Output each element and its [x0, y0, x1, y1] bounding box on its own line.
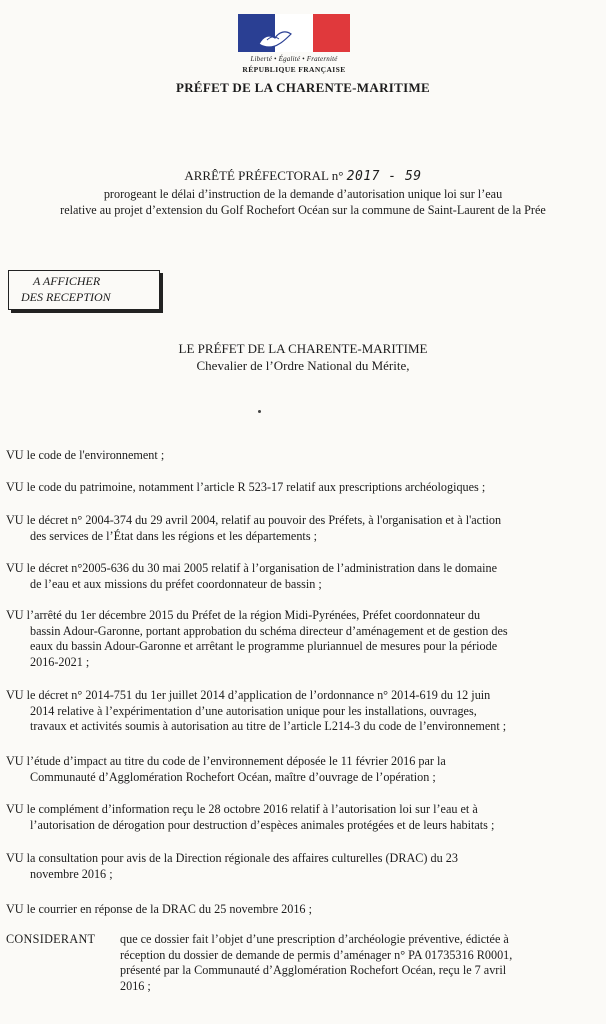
subtitle-line: relative au projet d’extension du Golf Rochefort Océan sur la commune de Saint-Laurent de la Prée — [60, 203, 546, 217]
visa-line: VU le décret n° 2014-751 du 1er juillet 2014 d’application de l’ordonnance n° 2014-619 du 12 juin — [6, 688, 491, 702]
visa-line: travaux et activités soumis à autorisation au titre de l’article L214-3 du code de l’environnement ; — [30, 719, 507, 733]
visa-line: VU l’étude d’impact au titre du code de l’environnement déposée le 11 février 2016 par la — [6, 754, 446, 768]
prefet-heading: PRÉFET DE LA CHARENTE-MARITIME — [176, 80, 430, 95]
arrete-subtitle — [0, 186, 606, 218]
visa-line: VU le code de l'environnement ; — [6, 448, 165, 462]
visa-paragraph — [6, 802, 594, 833]
prefet-block-subtitle: Chevalier de l’Ordre National du Mérite, — [196, 358, 410, 373]
considerant-line: réception du dossier de demande de permis d’aménager n° PA 01735316 R0001, — [120, 947, 513, 962]
scan-speck — [258, 410, 261, 413]
visa-paragraph — [6, 608, 594, 670]
subtitle-line: prorogeant le délai d’instruction de la demande d’autorisation unique loi sur l’eau — [103, 187, 503, 201]
french-flag-icon — [238, 14, 350, 52]
visa-line: VU le courrier en réponse de la DRAC du 25 novembre 2016 ; — [6, 902, 312, 916]
visa-paragraph — [6, 448, 594, 464]
visa-line: Communauté d’Agglomération Rochefort Océan, maître d’ouvrage de l’opération ; — [30, 769, 436, 784]
considerant-text — [120, 932, 594, 994]
marianne-profile-icon — [245, 14, 305, 52]
stamp-line: A AFFICHER — [33, 274, 101, 288]
stamp-line: DES RECEPTION — [21, 290, 111, 304]
considerant-lead: CONSIDERANT — [6, 932, 96, 946]
visa-line: novembre 2016 ; — [30, 866, 113, 881]
prefet-block-title: LE PRÉFET DE LA CHARENTE-MARITIME — [178, 341, 428, 356]
republique-francaise: RÉPUBLIQUE FRANÇAISE — [242, 65, 346, 74]
marianne-logo — [238, 14, 350, 74]
visa-line: VU l’arrêté du 1er décembre 2015 du Préfet de la région Midi-Pyrénées, Préfet coordonnateur du — [6, 608, 481, 622]
arrete-number: 2017 - 59 — [346, 169, 422, 184]
visa-paragraph — [6, 561, 594, 592]
visa-paragraph — [6, 513, 594, 544]
visa-line: VU le décret n° 2004-374 du 29 avril 2004, relatif au pouvoir des Préfets, à l'organisation et à l'action — [6, 513, 502, 527]
visa-line: bassin Adour-Garonne, portant approbation du schéma directeur d’aménagement et de gestion des — [30, 623, 508, 638]
visa-line: de l’eau et aux missions du préfet coordonnateur de bassin ; — [30, 576, 322, 591]
visa-line: des services de l’État dans les régions et les départements ; — [30, 528, 317, 543]
visa-paragraph — [6, 851, 594, 882]
visa-paragraph — [6, 688, 594, 735]
visa-line: 2014 relative à l’expérimentation d’une autorisation unique pour les installations, ouvrages, — [30, 703, 477, 718]
visa-line: l’autorisation de dérogation pour destruction d’espèces animales protégées et de leurs habitats ; — [30, 817, 495, 832]
visa-line: eaux du bassin Adour-Garonne et arrêtant le programme pluriannuel de mesures pour la période — [30, 639, 498, 653]
visa-line: VU la consultation pour avis de la Direction régionale des affaires culturelles (DRAC) du 23 — [6, 851, 458, 865]
visa-line: VU le décret n°2005-636 du 30 mai 2005 relatif à l’organisation de l’administration dans le domaine — [6, 561, 498, 575]
arrete-title-prefix: ARRÊTÉ PRÉFECTORAL n° — [184, 168, 344, 183]
visa-line: 2016-2021 ; — [30, 654, 90, 669]
afficher-stamp — [8, 270, 160, 310]
considerant-line: 2016 ; — [120, 978, 151, 993]
considerant-line: présenté par la Communauté d’Agglomération Rochefort Océan, reçu le 7 avril — [120, 963, 507, 977]
prefet-block — [0, 340, 606, 374]
visa-paragraph — [6, 754, 594, 785]
arrete-title — [0, 168, 606, 184]
visa-line: VU le complément d’information reçu le 28 octobre 2016 relatif à l’autorisation loi sur l’eau et à — [6, 802, 478, 816]
visa-line: VU le code du patrimoine, notamment l’article R 523-17 relatif aux prescriptions archéologiques ; — [6, 480, 486, 494]
considerant-line: que ce dossier fait l’objet d’une prescription d’archéologie préventive, édictée à — [120, 932, 509, 946]
motto: Liberté • Égalité • Fraternité — [250, 55, 338, 63]
visa-paragraph — [6, 480, 594, 496]
visa-paragraph — [6, 902, 594, 918]
